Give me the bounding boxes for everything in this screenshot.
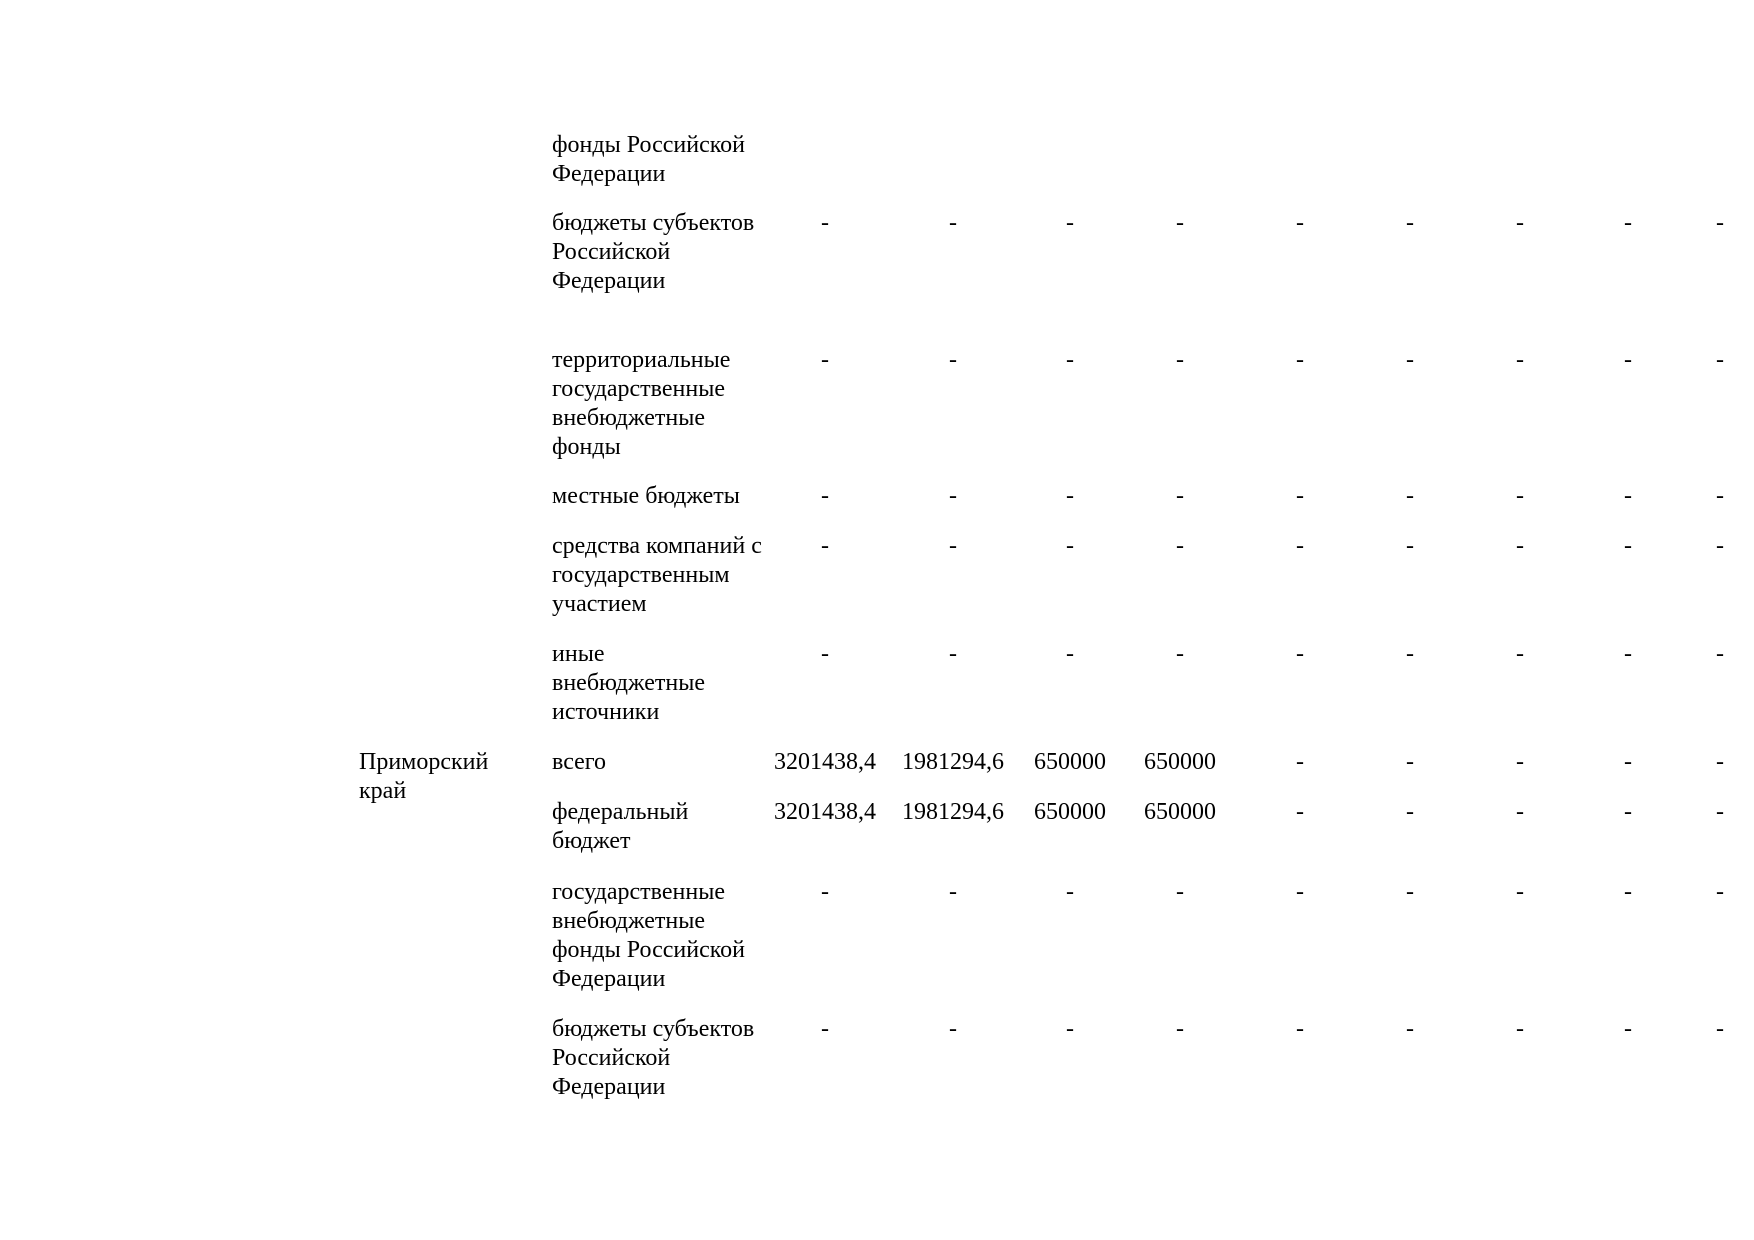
value-cell: - xyxy=(1516,799,1524,825)
value-cell: 650000 xyxy=(1144,799,1216,825)
value-cell: - xyxy=(1716,749,1724,775)
value-cell: - xyxy=(1176,641,1184,667)
source-cell: бюджеты субъектов Российской Федерации xyxy=(552,210,755,294)
value-cell: - xyxy=(821,641,829,667)
value-cell: - xyxy=(949,347,957,373)
value-cell: 1981294,6 xyxy=(902,749,1004,775)
value-cell: - xyxy=(821,483,829,509)
value-cell: - xyxy=(1406,1016,1414,1042)
value-cell: - xyxy=(1176,210,1184,236)
value-cell: - xyxy=(1066,641,1074,667)
value-cell: - xyxy=(1296,210,1304,236)
value-cell: - xyxy=(1296,641,1304,667)
value-cell: - xyxy=(1066,483,1074,509)
value-cell: - xyxy=(1406,210,1414,236)
value-cell: 650000 xyxy=(1034,749,1106,775)
value-cell: - xyxy=(821,533,829,559)
value-cell: 3201438,4 xyxy=(774,799,876,825)
value-cell: 1981294,6 xyxy=(902,799,1004,825)
value-cell: - xyxy=(1516,347,1524,373)
value-cell: - xyxy=(1406,483,1414,509)
value-cell: - xyxy=(1716,879,1724,905)
source-cell: государственные внебюджетные фонды Российской Федерации xyxy=(552,879,746,992)
value-cell: - xyxy=(1716,533,1724,559)
value-cell: - xyxy=(1716,641,1724,667)
value-cell: - xyxy=(1406,347,1414,373)
value-cell: - xyxy=(1296,749,1304,775)
value-cell: - xyxy=(1176,879,1184,905)
value-cell: - xyxy=(1624,347,1632,373)
region-cell: Приморский край xyxy=(359,749,489,804)
value-cell: - xyxy=(1296,347,1304,373)
value-cell: - xyxy=(949,483,957,509)
value-cell: - xyxy=(1176,347,1184,373)
source-cell: федеральный бюджет xyxy=(552,799,689,854)
value-cell: - xyxy=(1296,483,1304,509)
value-cell: - xyxy=(949,641,957,667)
value-cell: - xyxy=(821,1016,829,1042)
value-cell: 3201438,4 xyxy=(774,749,876,775)
value-cell: - xyxy=(1066,879,1074,905)
value-cell: - xyxy=(949,533,957,559)
value-cell: - xyxy=(1716,799,1724,825)
source-cell: средства компаний с государственным участием xyxy=(552,533,762,617)
value-cell: - xyxy=(1716,483,1724,509)
value-cell: - xyxy=(1624,1016,1632,1042)
value-cell: - xyxy=(1516,879,1524,905)
value-cell: - xyxy=(1624,210,1632,236)
value-cell: - xyxy=(1624,799,1632,825)
value-cell: - xyxy=(1624,879,1632,905)
value-cell: - xyxy=(1516,483,1524,509)
source-cell: местные бюджеты xyxy=(552,483,740,509)
value-cell: - xyxy=(1176,483,1184,509)
value-cell: - xyxy=(1066,1016,1074,1042)
source-cell: фонды Российской Федерации xyxy=(552,132,746,187)
value-cell: - xyxy=(949,879,957,905)
value-cell: - xyxy=(1296,799,1304,825)
value-cell: - xyxy=(1516,533,1524,559)
value-cell: - xyxy=(821,210,829,236)
value-cell: - xyxy=(821,347,829,373)
value-cell: - xyxy=(1624,533,1632,559)
value-cell: 650000 xyxy=(1144,749,1216,775)
value-cell: - xyxy=(1406,641,1414,667)
value-cell: - xyxy=(949,210,957,236)
source-cell: иные внебюджетные источники xyxy=(552,641,705,725)
value-cell: - xyxy=(1716,1016,1724,1042)
value-cell: - xyxy=(1066,210,1074,236)
source-cell: территориальные государственные внебюджетные фонды xyxy=(552,347,731,460)
value-cell: - xyxy=(1406,533,1414,559)
value-cell: - xyxy=(1516,210,1524,236)
value-cell: - xyxy=(1516,1016,1524,1042)
value-cell: - xyxy=(1624,749,1632,775)
value-cell: 650000 xyxy=(1034,799,1106,825)
value-cell: - xyxy=(1716,347,1724,373)
value-cell: - xyxy=(1406,799,1414,825)
value-cell: - xyxy=(1296,1016,1304,1042)
value-cell: - xyxy=(1066,347,1074,373)
value-cell: - xyxy=(1176,533,1184,559)
value-cell: - xyxy=(1716,210,1724,236)
value-cell: - xyxy=(1176,1016,1184,1042)
value-cell: - xyxy=(1066,533,1074,559)
source-cell: бюджеты субъектов Российской Федерации xyxy=(552,1016,755,1100)
value-cell: - xyxy=(1406,879,1414,905)
value-cell: - xyxy=(1624,641,1632,667)
value-cell: - xyxy=(949,1016,957,1042)
value-cell: - xyxy=(1296,879,1304,905)
value-cell: - xyxy=(821,879,829,905)
value-cell: - xyxy=(1516,749,1524,775)
value-cell: - xyxy=(1624,483,1632,509)
value-cell: - xyxy=(1516,641,1524,667)
value-cell: - xyxy=(1296,533,1304,559)
source-cell: всего xyxy=(552,749,607,775)
value-cell: - xyxy=(1406,749,1414,775)
